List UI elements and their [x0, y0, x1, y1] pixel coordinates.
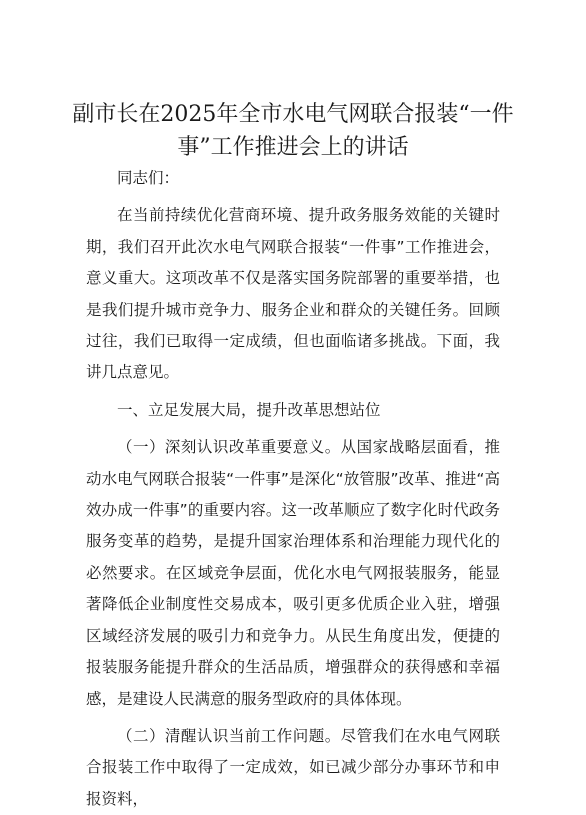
paragraph-section-1-1: （一）深刻认识改革重要意义。从国家战略层面看，推动水电气网联合报装“一件事”是深化“放管服”改革、推进“高效办成一件事”的重要内容。这一改革顺应了数字化时代政务服务变革的趋势，是提升国家治理体系和治理能力现代化的必然要求。在区域竞争层面，优化水电气网报装服务，能显著降低企业制度性交易成本，吸引更多优质企业入驻，增强区域经济发展的吸引力和竞争力。从民生角度出发，便捷的报装服务能提升群众的生活品质，增强群众的获得感和幸福感，是建设人民满意的服务型政府的具体体现。: [86, 438, 500, 708]
paragraph-section-1-2: （二）清醒认识当前工作问题。尽管我们在水电气网联合报装工作中取得了一定成效，如已减少部分办事环节和申报资料，: [86, 726, 500, 808]
salutation: 同志们：: [117, 169, 180, 187]
document-body: [86, 163, 500, 815]
document-title: 副市长在2025年全市水电气网联合报装“一件事”工作推进会上的讲话: [72, 102, 514, 160]
paragraph-intro: 在当前持续优化营商环境、提升政务服务效能的关键时期，我们召开此次水电气网联合报装“一件事”工作推进会，意义重大。这项改革不仅是落实国务院部署的重要举措，也是我们提升城市竞争力、服务企业和群众的关键任务。回顾过往，我们已取得一定成绩，但也面临诸多挑战。下面，我讲几点意见。: [86, 206, 500, 382]
section-heading-1: 一、立足发展大局，提升改革思想站位: [117, 400, 381, 419]
